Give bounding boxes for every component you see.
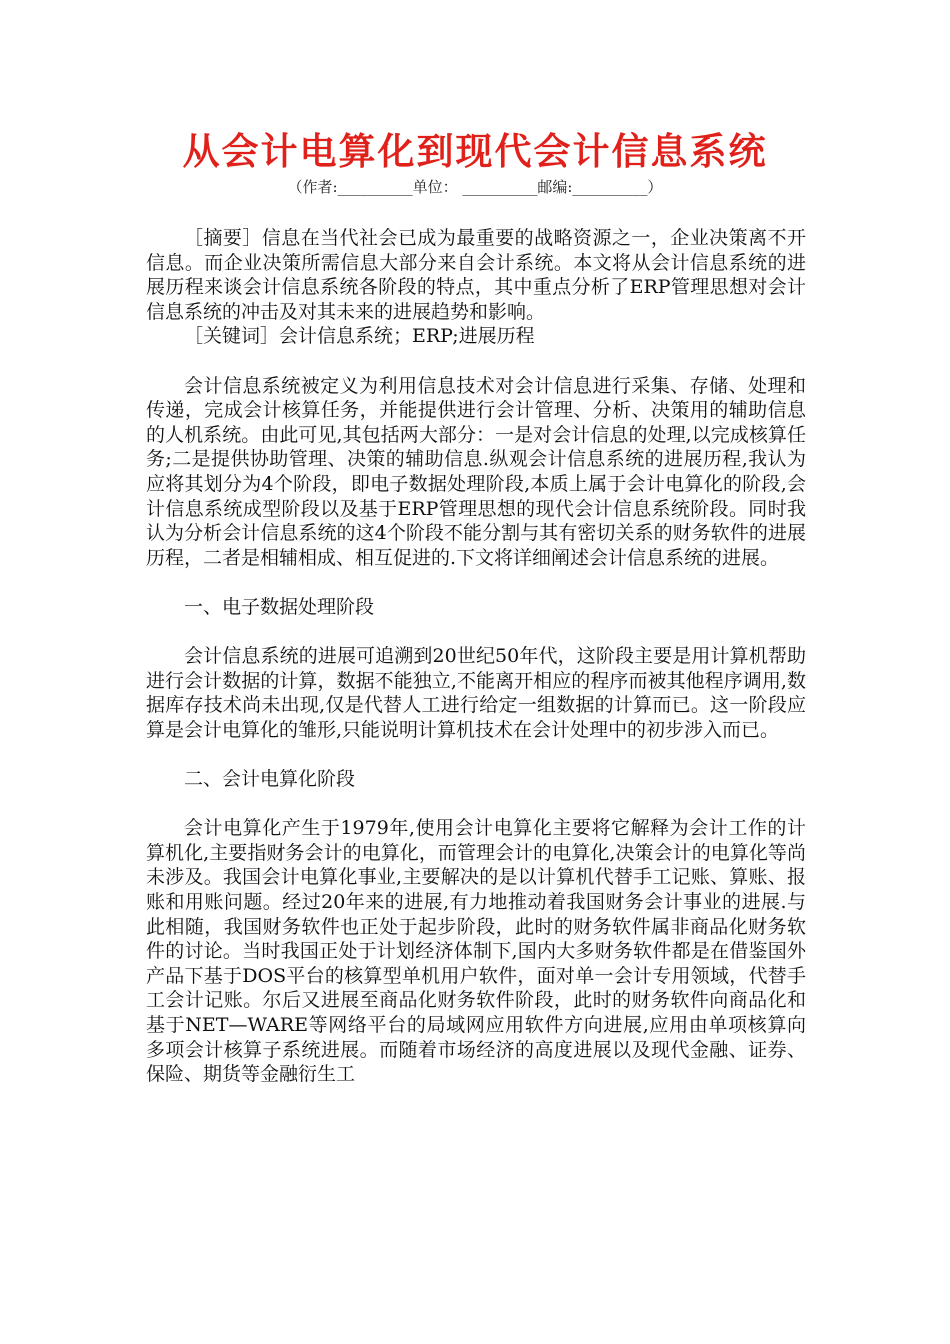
keywords-paragraph: ［关键词］会计信息系统；ERP;进展历程 [184,325,535,348]
spacer [146,742,806,767]
document-title: 从会计电算化到现代会计信息系统 [182,129,768,173]
document-body [146,226,806,1087]
spacer [146,620,806,645]
spacer [146,792,806,817]
abstract-paragraph: ［摘要］信息在当代社会已成为最重要的战略资源之一，企业决策离不开信息。而企业决策所需信息大部分来自会计系统。本文将从会计信息系统的进展历程来谈会计信息系统各阶段的特点，其中重点分析了ERP管理思想对会计信息系统的冲击及对其未来的进展趋势和影响。 [146,227,806,323]
spacer [146,570,806,595]
section-heading-1: 一、电子数据处理阶段 [184,595,375,618]
intro-paragraph: 会计信息系统被定义为利用信息技术对会计信息进行采集、存储、处理和传递，完成会计核算任务，并能提供进行会计管理、分析、决策用的辅助信息的人机系统。由此可见,其包括两大部分：一是对会计信息的处理,以完成核算任务;二是提供协助管理、决策的辅助信息.纵观会计信息系统的进展历程,我认为应将其划分为4个阶段，即电子数据处理阶段,本质上属于会计电算化的阶段,会计信息系统成型阶段以及基于ERP管理思想的现代会计信息系统阶段。同时我认为分析会计信息系统的这4个阶段不能分割与其有密切关系的财务软件的进展历程，二者是相辅相成、相互促进的.下文将详细阐述会计信息系统的进展。 [146,374,806,569]
spacer [146,349,806,374]
section-paragraph-2: 会计电算化产生于1979年,使用会计电算化主要将它解释为会计工作的计算机化,主要指财务会计的电算化，而管理会计的电算化,决策会计的电算化等尚未涉及。我国会计电算化事业,主要解决的是以计算机代替手工记账、算账、报账和用账问题。经过20年来的进展,有力地推动着我国财务会计事业的进展.与此相随，我国财务软件也正处于起步阶段，此时的财务软件属非商品化财务软件的讨论。当时我国正处于计划经济体制下,国内大多财务软件都是在借鉴国外产品下基于DOS平台的核算型单机用户软件，面对单一会计专用领域，代替手工会计记账。尔后又进展至商品化财务软件阶段，此时的财务软件向商品化和基于NET—WARE等网络平台的局域网应用软件方向进展,应用由单项核算向多项会计核算子系统进展。而随着市场经济的高度进展以及现代金融、证券、保险、期货等金融衍生工 [146,817,806,1086]
section-paragraph-1: 会计信息系统的进展可追溯到20世纪50年代，这阶段主要是用计算机帮助进行会计数据的计算，数据不能独立,不能离开相应的程序而被其他程序调用,数据库存技术尚未出现,仅是代替人工进行给定一组数据的计算而已。这一阶段应算是会计电算化的雏形,只能说明计算机技术在会计处理中的初步涉入而已。 [146,645,806,741]
section-heading-2: 二、会计电算化阶段 [184,768,356,791]
author-byline: （作者:__________单位： __________邮编:__________） [287,178,663,196]
